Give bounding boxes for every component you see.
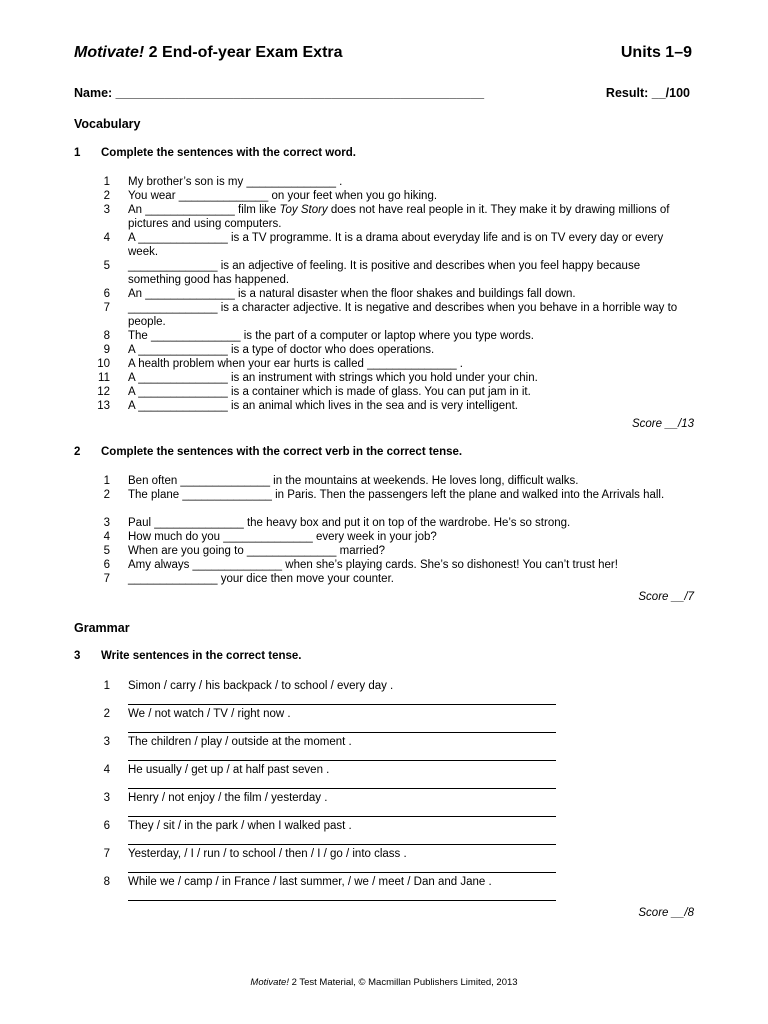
item-number: 3 <box>103 517 110 529</box>
item-text[interactable]: A health problem when your ear hurts is called ______________ . <box>128 358 464 370</box>
item-prompt: While we / camp / in France / last summer, / we / meet / Dan and Jane . <box>128 876 492 888</box>
item-number: 6 <box>103 288 110 300</box>
vocabulary-heading: Vocabulary <box>74 117 141 131</box>
item-text[interactable]: When are you going to ______________ married? <box>128 545 386 557</box>
item-number: 8 <box>103 330 110 342</box>
name-field[interactable]: Name: _____________________________________________________ <box>74 86 485 100</box>
item-prompt: He usually / get up / at half past seven . <box>128 764 330 776</box>
item-text[interactable]: Paul ______________ the heavy box and put it on top of the wardrobe. He’s so strong. <box>128 517 571 529</box>
question-3-instruction: Write sentences in the correct tense. <box>101 650 302 662</box>
item-number: 10 <box>97 358 110 370</box>
item-number: 4 <box>103 764 110 776</box>
item-number: 6 <box>103 820 110 832</box>
item-number: 9 <box>103 344 110 356</box>
item-number: 11 <box>98 372 110 384</box>
item-text[interactable]: Ben often ______________ in the mountains at weekends. He loves long, difficult walks. <box>128 475 579 487</box>
item-text[interactable]: A ______________ is a container which is made of glass. You can put jam in it. <box>128 386 531 398</box>
question-2-score: Score __/7 <box>638 591 694 603</box>
item-text[interactable]: My brother’s son is my ______________ . <box>128 176 343 188</box>
item-prompt: We / not watch / TV / right now . <box>128 708 291 720</box>
item-text[interactable]: How much do you ______________ every week in your job? <box>128 531 437 543</box>
question-1-number: 1 <box>74 147 81 159</box>
item-text[interactable]: A ______________ is an instrument with strings which you hold under your chin. <box>128 372 538 384</box>
item-prompt: The children / play / outside at the moment . <box>128 736 352 748</box>
item-number: 1 <box>103 680 110 692</box>
item-text[interactable]: ______________ is a character adjective. It is negative and describes when you behave in a horrible way to people. <box>128 302 678 328</box>
item-text[interactable]: A ______________ is an animal which lives in the sea and is very intelligent. <box>128 400 518 412</box>
answer-line[interactable] <box>128 732 556 733</box>
item-text[interactable]: You wear ______________ on your feet when you go hiking. <box>128 190 438 202</box>
item-number: 7 <box>103 573 110 585</box>
item-text[interactable]: A ______________ is a type of doctor who does operations. <box>128 344 435 356</box>
item-number: 2 <box>103 489 110 501</box>
units-label: Units 1–9 <box>620 44 692 61</box>
item-text[interactable]: ______________ is an adjective of feeling. It is positive and describes when you feel happy because something good has happened. <box>128 260 641 286</box>
question-1-score: Score __/13 <box>631 418 694 430</box>
item-number: 2 <box>103 190 110 202</box>
item-number: 12 <box>97 386 110 398</box>
film-title: Toy Story <box>279 204 328 216</box>
item-text[interactable]: The ______________ is the part of a computer or laptop where you type words. <box>128 330 534 342</box>
item-number: 5 <box>103 545 110 557</box>
title-rest: 2 End-of-year Exam Extra <box>144 44 343 61</box>
item-number: 2 <box>103 708 110 720</box>
question-2-number: 2 <box>74 446 81 458</box>
item-number: 6 <box>103 559 110 571</box>
answer-line[interactable] <box>128 872 556 873</box>
item-number: 3 <box>103 736 110 748</box>
answer-line[interactable] <box>128 788 556 789</box>
answer-line[interactable] <box>128 844 556 845</box>
item-number: 13 <box>97 400 110 412</box>
footer <box>0 977 768 988</box>
answer-line[interactable] <box>128 900 556 901</box>
item-prompt: Henry / not enjoy / the film / yesterday . <box>128 792 328 804</box>
item-text[interactable] <box>128 203 688 231</box>
item-number: 7 <box>103 302 110 314</box>
item-number: 3 <box>103 204 110 216</box>
page-title <box>74 44 343 62</box>
grammar-heading: Grammar <box>74 621 130 635</box>
item-number: 8 <box>103 876 110 888</box>
footer-brand: Motivate! <box>250 977 289 988</box>
item-prompt: Yesterday, / I / run / to school / then / I / go / into class . <box>128 848 407 860</box>
answer-line[interactable] <box>128 816 556 817</box>
answer-line[interactable] <box>128 760 556 761</box>
item-prompt: They / sit / in the park / when I walked past . <box>128 820 352 832</box>
item-number: 1 <box>103 176 110 188</box>
question-3-score: Score __/8 <box>638 907 694 919</box>
item-number: 3 <box>103 792 110 804</box>
item-text[interactable]: ______________ your dice then move your counter. <box>128 573 394 585</box>
item-number: 4 <box>103 232 110 244</box>
question-2-instruction: Complete the sentences with the correct verb in the correct tense. <box>101 446 463 458</box>
item-text[interactable]: A ______________ is a TV programme. It is a drama about everyday life and is on TV every day or every week. <box>128 232 664 258</box>
item-text[interactable]: An ______________ is a natural disaster when the floor shakes and buildings fall down. <box>128 288 576 300</box>
item-number: 4 <box>103 531 110 543</box>
item-text[interactable]: Amy always ______________ when she’s playing cards. She’s so dishonest! You can’t trust her! <box>128 559 618 571</box>
question-1-instruction: Complete the sentences with the correct word. <box>101 147 356 159</box>
title-brand: Motivate! <box>74 44 145 61</box>
item-number: 1 <box>103 475 110 487</box>
header <box>74 44 692 66</box>
item-prompt: Simon / carry / his backpack / to school / every day . <box>128 680 394 692</box>
answer-line[interactable] <box>128 704 556 705</box>
item-text-pre: An ______________ film like <box>128 204 280 216</box>
item-text-post: does not have real people in it. They make it by drawing millions of pictures and using computers. <box>128 204 670 230</box>
result-field: Result: __/100 <box>605 86 690 100</box>
item-number: 5 <box>103 260 110 272</box>
footer-text: 2 Test Material, © Macmillan Publishers Limited, 2013 <box>288 977 518 988</box>
item-text[interactable]: The plane ______________ in Paris. Then the passengers left the plane and walked into the Arrivals hall. <box>128 489 665 501</box>
question-3-number: 3 <box>74 650 81 662</box>
item-number: 7 <box>103 848 110 860</box>
